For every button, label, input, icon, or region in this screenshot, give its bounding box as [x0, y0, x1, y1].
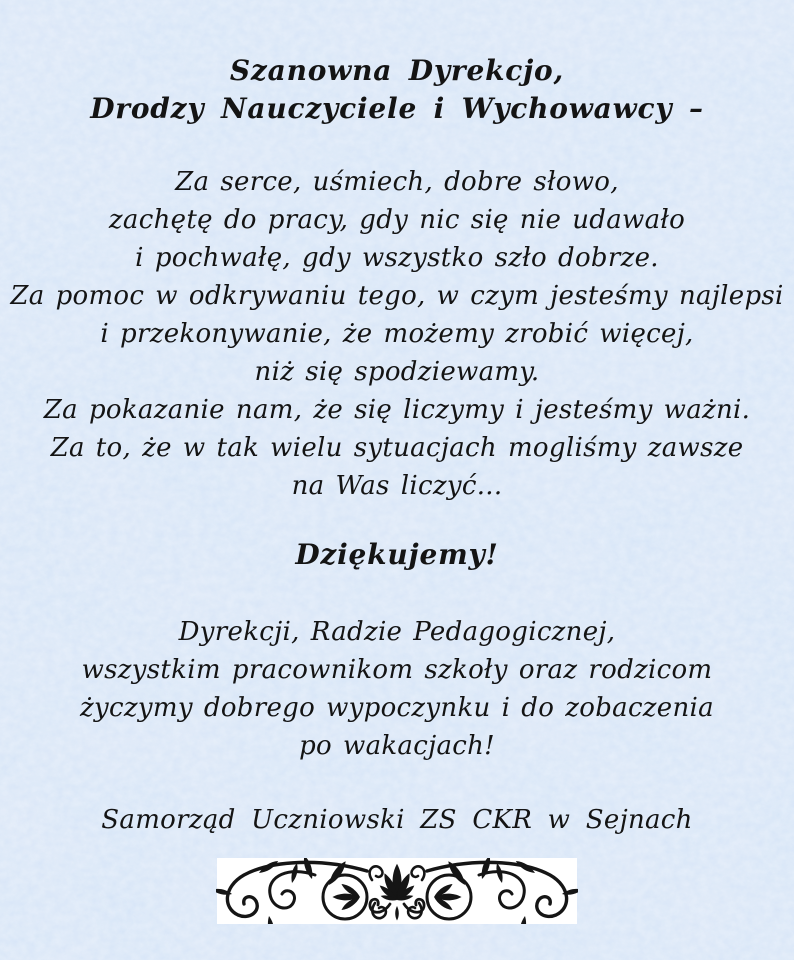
body-line: i pochwałę, gdy wszystko szło dobrze.	[135, 243, 659, 273]
body-line: Za serce, uśmiech, dobre słowo,	[175, 167, 619, 197]
closing-line: Dyrekcji, Radzie Pedagogicznej,	[178, 617, 616, 647]
letter-closing	[0, 613, 794, 765]
floral-flourish-icon	[216, 858, 578, 924]
thanks-line: Dziękujemy!	[295, 538, 499, 571]
closing-line: życzymy dobrego wypoczynku i do zobaczenia	[80, 693, 714, 723]
salutation-line-1: Szanowna Dyrekcjo,	[229, 54, 565, 87]
body-line: Za to, że w tak wielu sytuacjach mogliśmy zawsze	[50, 433, 744, 463]
body-line: na Was liczyć...	[291, 471, 503, 501]
body-line: Za pokazanie nam, że się liczymy i jesteśmy ważni.	[43, 395, 751, 425]
salutation-line-2: Drodzy Nauczyciele i Wychowawcy –	[90, 92, 704, 125]
floral-flourish-ornament	[0, 858, 794, 924]
signature-line: Samorząd Uczniowski ZS CKR w Sejnach	[101, 805, 693, 835]
body-line: Za pomoc w odkrywaniu tego, w czym jesteśmy najlepsi	[10, 281, 784, 311]
closing-line: po wakacjach!	[299, 731, 495, 761]
body-line: niż się spodziewamy.	[254, 357, 540, 387]
closing-line: wszystkim pracownikom szkoły oraz rodzicom	[81, 655, 713, 685]
body-line: i przekonywanie, że możemy zrobić więcej,	[100, 319, 694, 349]
body-line: zachętę do pracy, gdy nic się nie udawało	[108, 205, 686, 235]
letter-body	[0, 163, 794, 505]
